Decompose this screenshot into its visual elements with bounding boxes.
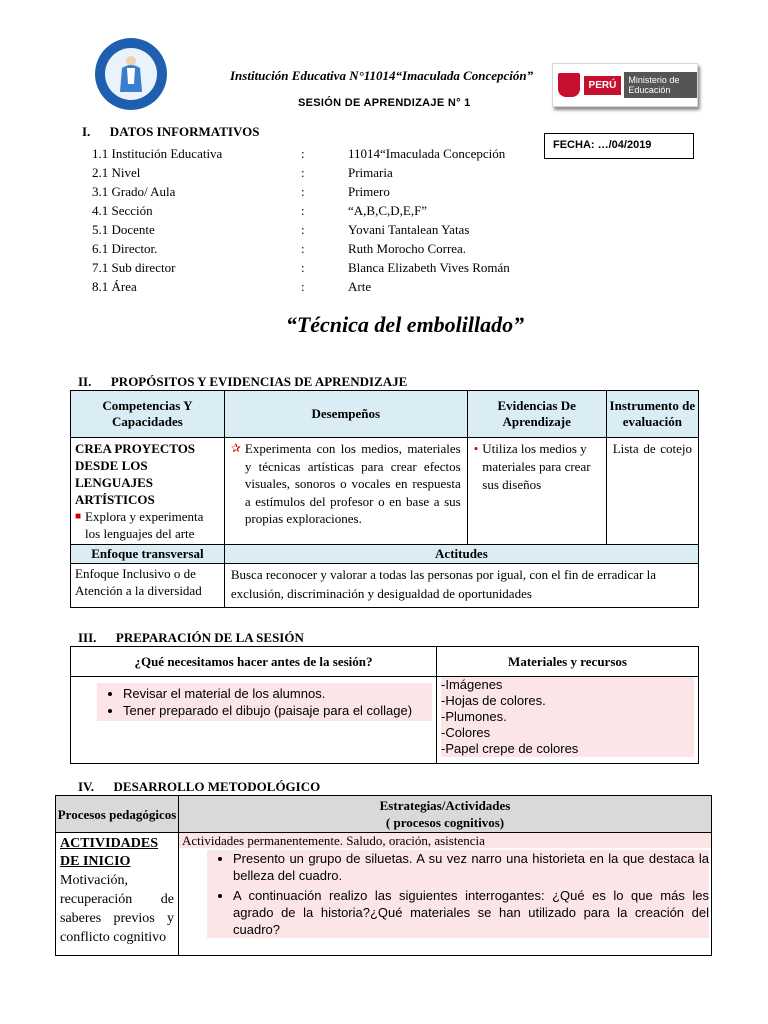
info-label: 6.1 Director. <box>92 241 158 256</box>
activities-cell <box>179 848 712 956</box>
institution-name: Institución Educativa N°11014“Imaculada Concepción” <box>230 68 534 83</box>
permanent-activities: Actividades permanentemente. Saludo, oración, asistencia <box>179 833 712 849</box>
info-value: Primero <box>348 184 390 199</box>
activities-list <box>207 850 709 938</box>
materials-cell <box>437 677 699 764</box>
material-item: -Papel crepe de colores <box>441 741 579 756</box>
evidencia-text: Utiliza los medios y materiales para crear sus diseños <box>482 441 591 492</box>
info-value: Yovani Tantalean Yatas <box>348 222 470 237</box>
info-label: 7.1 Sub director <box>92 260 176 275</box>
info-label: 1.1 Institución Educativa <box>92 146 223 161</box>
material-item: -Hojas de colores. <box>441 693 546 708</box>
capacidad-text: Explora y experimenta los lenguajes del arte <box>85 509 204 541</box>
peru-shield-icon <box>558 73 580 97</box>
info-label: 8.1 Área <box>92 279 137 294</box>
info-colon: : <box>301 222 305 237</box>
info-label: 3.1 Grado/ Aula <box>92 184 176 199</box>
header-desempenos: Desempeños <box>224 391 467 438</box>
info-label: 2.1 Nivel <box>92 165 141 180</box>
materials-list <box>441 677 694 757</box>
header-enfoque: Enfoque transversal <box>71 545 225 564</box>
evidencia-cell <box>467 438 606 545</box>
activity-item: • Presento un grupo de siluetas. A su vez narro una historieta en la que destaca la belleza del cuadro. <box>233 850 709 884</box>
header-estrategias-title: Estrategias/Actividades <box>379 798 511 813</box>
section-1-title: I. DATOS INFORMATIVOS <box>82 124 260 139</box>
info-colon: : <box>301 260 305 275</box>
competencia-cell <box>71 438 225 545</box>
propositos-table <box>70 390 699 608</box>
header-evidencias: Evidencias De Aprendizaje <box>467 391 606 438</box>
star-bullet-icon: ✰ <box>230 441 241 455</box>
info-value: Blanca Elizabeth Vives Román <box>348 260 510 275</box>
lesson-title: “Técnica del embolillado” <box>285 312 525 337</box>
preparacion-table <box>70 646 699 764</box>
section-3-title: III. PREPARACIÓN DE LA SESIÓN <box>78 630 304 645</box>
info-value: 11014“Imaculada Concepción <box>348 146 506 161</box>
enfoque-text: Enfoque Inclusivo o de Atención a la diversidad <box>71 564 225 608</box>
header-before: ¿Qué necesitamos hacer antes de la sesión? <box>71 647 437 677</box>
section-2-title: II. PROPÓSITOS Y EVIDENCIAS DE APRENDIZAJE <box>78 374 408 389</box>
header-estrategias <box>179 796 712 833</box>
school-logo <box>95 38 167 110</box>
info-value: Arte <box>348 279 372 294</box>
activity-item: • A continuación realizo las siguientes interrogantes: ¿Qué es lo que más les agrado de la historia?¿Qué materiales se han utilizado para la creación del cuadro? <box>233 887 709 938</box>
info-value: Primaria <box>348 165 393 180</box>
square-bullet-icon: ■ <box>75 511 82 522</box>
info-colon: : <box>301 184 305 199</box>
header-materials: Materiales y recursos <box>437 647 699 677</box>
header-actitudes: Actitudes <box>224 545 698 564</box>
inicio-cell <box>56 833 179 956</box>
info-colon: : <box>301 279 305 294</box>
before-cell <box>71 677 437 764</box>
info-colon: : <box>301 241 305 256</box>
actitudes-text: Busca reconocer y valorar a todas las personas por igual, con el fin de erradicar la exclusión, discriminación y desigualdad de oportunidades <box>224 564 698 608</box>
info-value: “A,B,C,D,E,F” <box>348 203 428 218</box>
header-estrategias-sub: ( procesos cognitivos) <box>385 815 505 830</box>
inicio-description: Motivación, recuperación de saberes previos y conflicto cognitivo <box>60 873 174 945</box>
section-4-title: IV. DESARROLLO METODOLÓGICO <box>78 779 321 794</box>
instrumento-text: Lista de cotejo <box>606 438 698 545</box>
minedu-logo <box>552 63 698 107</box>
material-item: -Imágenes <box>441 677 503 692</box>
header-competencias: Competencias Y Capacidades <box>71 391 225 438</box>
info-label: 4.1 Sección <box>92 203 153 218</box>
before-item: • Tener preparado el dibujo (paisaje para el collage) <box>123 702 432 719</box>
material-item: -Plumones. <box>441 709 507 724</box>
peru-label: PERÚ <box>584 76 622 95</box>
info-colon: : <box>301 203 305 218</box>
ministry-label: Ministerio de Educación <box>624 72 697 98</box>
info-label: 5.1 Docente <box>92 222 155 237</box>
info-colon: : <box>301 146 305 161</box>
virgin-mary-emblem-icon <box>105 48 157 100</box>
fecha-box: FECHA: …/04/2019 <box>544 133 694 159</box>
capacidad-item <box>75 508 220 542</box>
material-item: -Colores <box>441 725 491 740</box>
header-procesos: Procesos pedagógicos <box>56 796 179 833</box>
inicio-title: ACTIVIDADES DE INICIO <box>60 836 159 869</box>
desempeno-cell <box>224 438 467 545</box>
session-title: SESIÓN DE APRENDIZAJE N° 1 <box>298 97 471 109</box>
before-list <box>97 685 432 719</box>
before-item: • Revisar el material de los alumnos. <box>123 685 432 702</box>
info-colon: : <box>301 165 305 180</box>
desarrollo-table <box>55 795 712 956</box>
desempeno-text: Experimenta con los medios, materiales y técnicas artísticas para crear efectos visuales, sonoros o vocales en respuesta a estímulos del profesor o en base a sus propias exploraciones. <box>244 441 461 526</box>
info-value: Ruth Morocho Correa. <box>348 241 467 256</box>
dot-bullet-icon: • <box>473 441 479 456</box>
competencia-title: CREA PROYECTOS DESDE LOS LENGUAJES ARTÍSTICOS <box>75 441 196 507</box>
header-instrumento: Instrumento de evaluación <box>606 391 698 438</box>
